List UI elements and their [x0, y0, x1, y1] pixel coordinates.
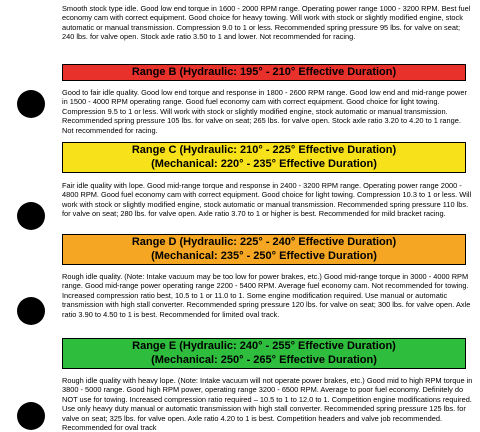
range-d-title: Range D (Hydraulic: 225° - 240° Effective Duration)	[131, 236, 397, 248]
range-d-header	[62, 234, 466, 265]
range-e-title: Range E (Hydraulic: 240° - 255° Effective Duration)	[132, 340, 396, 352]
bullet-range-d	[17, 297, 45, 325]
bullet-range-e	[17, 402, 45, 430]
range-c-subtitle: (Mechanical: 220° - 235° Effective Duration)	[151, 158, 377, 170]
range-e-description: Rough idle quality with heavy lope. (Note: Intake vacuum will not operate power brakes, etc.) Good mid to high RPM torque in 3800 - 5000 range. Good high RPM power, operating range 3200 - 6500 RPM. Average to poor fuel economy. Definitely do NOT use for towing. Increased compression ratio required – 10.5 to 1 to 12.0 to 1. Competition engine modifications required. Use only heavy duty manual or automatic transmission with high stall converter. Recommended spring pressure 125 lbs. for valve on seat; 325 lbs. for valve open. Axle ratio 4.20 to 1 is best. Competition headers and valve job recommended. Recommended for oval track	[62, 376, 473, 432]
range-b-title: Range B (Hydraulic: 195° - 210° Effective Duration)	[131, 66, 397, 78]
range-e-header	[62, 338, 466, 369]
bullet-range-c	[17, 202, 45, 230]
range-c-title: Range C (Hydraulic: 210° - 225° Effective Duration)	[131, 144, 397, 156]
range-a-description: Smooth stock type idle. Good low end torque in 1600 - 2000 RPM range. Operating power range 1000 - 3200 RPM. Best fuel economy cam with correct equipment. Good choice for heavy towing. Will work with stock or slightly modified engine, stock automatic or manual transmission. Compression 9.0 to 1 or less. Recommended spring pressure 95 lbs. for valve on seat; 240 lbs. for valve open. Stock axle ratio 3.50 to 1 and lower. Not recommended for racing.	[62, 4, 471, 42]
range-b-description: Good to fair idle quality. Good low end torque and response in 1800 - 2600 RPM range. Good low end and mid-range power in 1500 - 4000 RPM operating range. Good fuel economy cam with correct equipment. Good choice for light towing. Compression 9.5 to 1 or less. Will work with stock or slightly modified engine, stock automatic or manual transmission. Recommended spring pressure 105 lbs. for valve on seat; 265 lbs. for valve open. Stock axle ratio 3.20 to 4.20 to 1 range. Not recommended for racing.	[62, 88, 467, 135]
range-d-subtitle: (Mechanical: 235° - 250° Effective Duration)	[151, 250, 377, 262]
range-b-header	[62, 64, 466, 81]
range-c-header	[62, 142, 466, 173]
range-e-subtitle: (Mechanical: 250° - 265° Effective Duration)	[151, 354, 377, 366]
range-d-description: Rough idle quality. (Note: Intake vacuum may be too low for power brakes, etc.) Good mid-range torque in 3000 - 4000 RPM range. Good mid-range power operating range 2200 - 5400 RPM. Average fuel economy cam. Not recommended for towing. Increased compression ratio best, 10.5 to 1 or 11.0 to 1. Some engine modification required. Use manual or automatic transmission with high stall converter. Recommended spring pressure 120 lbs. for valve on seat; 300 lbs. for valve open. Axle ratio 3.90 to 4.50 to 1 is best. Recommended for limited oval track.	[62, 272, 471, 319]
bullet-range-b	[17, 90, 45, 118]
range-c-description: Fair idle quality with lope. Good mid-range torque and response in 2400 - 3200 RPM range. Operating power range 2000 - 4800 RPM. Good fuel economy cam with correct equipment. Good choice for light towing. Compression 10.3 to 1 or less. Will work with stock or slightly modified engine, stock automatic or manual transmission. Recommended spring pressure 110 lbs. for valve on seat; 280 lbs. for valve open. Axle ratio 3.70 to 1 or higher is best. Recommended for mild bracket racing.	[62, 181, 472, 219]
